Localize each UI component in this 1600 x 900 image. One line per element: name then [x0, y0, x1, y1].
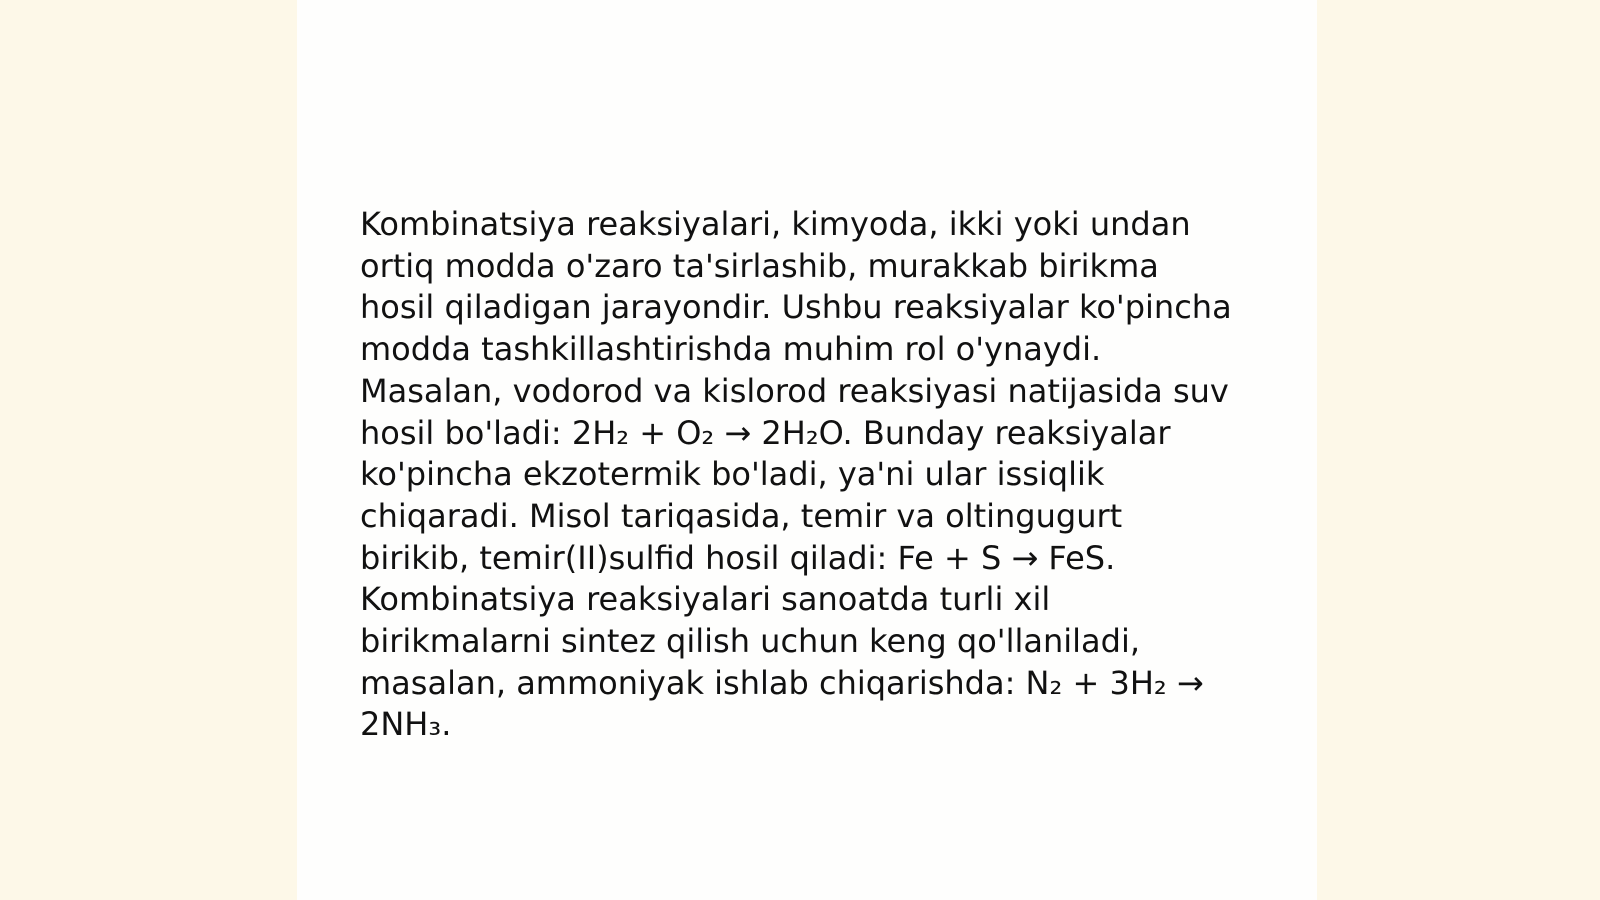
document-page [297, 0, 1317, 900]
body-paragraph: Kombinatsiya reaksiyalari, kimyoda, ikki yoki undan ortiq modda o'zaro ta'sirlashib, murakkab birikma hosil qiladigan jarayondir. Ushbu reaksiyalar ko'pincha modda tashkillashtirishda muhim rol o'ynaydi. Masalan, vodorod va kislorod reaksiyasi natijasida suv hosil bo'ladi: 2H₂ + O₂ → 2H₂O. Bunday reaksiyalar ko'pincha ekzotermik bo'ladi, ya'ni ular issiqlik chiqaradi. Misol tariqasida, temir va oltingugurt birikib, temir(II)sulfid hosil qiladi: Fe + S → FeS. Kombinatsiya reaksiyalari sanoatda turli xil birikmalarni sintez qilish uchun keng qo'llaniladi, masalan, ammoniyak ishlab chiqarishda: N₂ + 3H₂ → 2NH₃. [360, 205, 1232, 744]
